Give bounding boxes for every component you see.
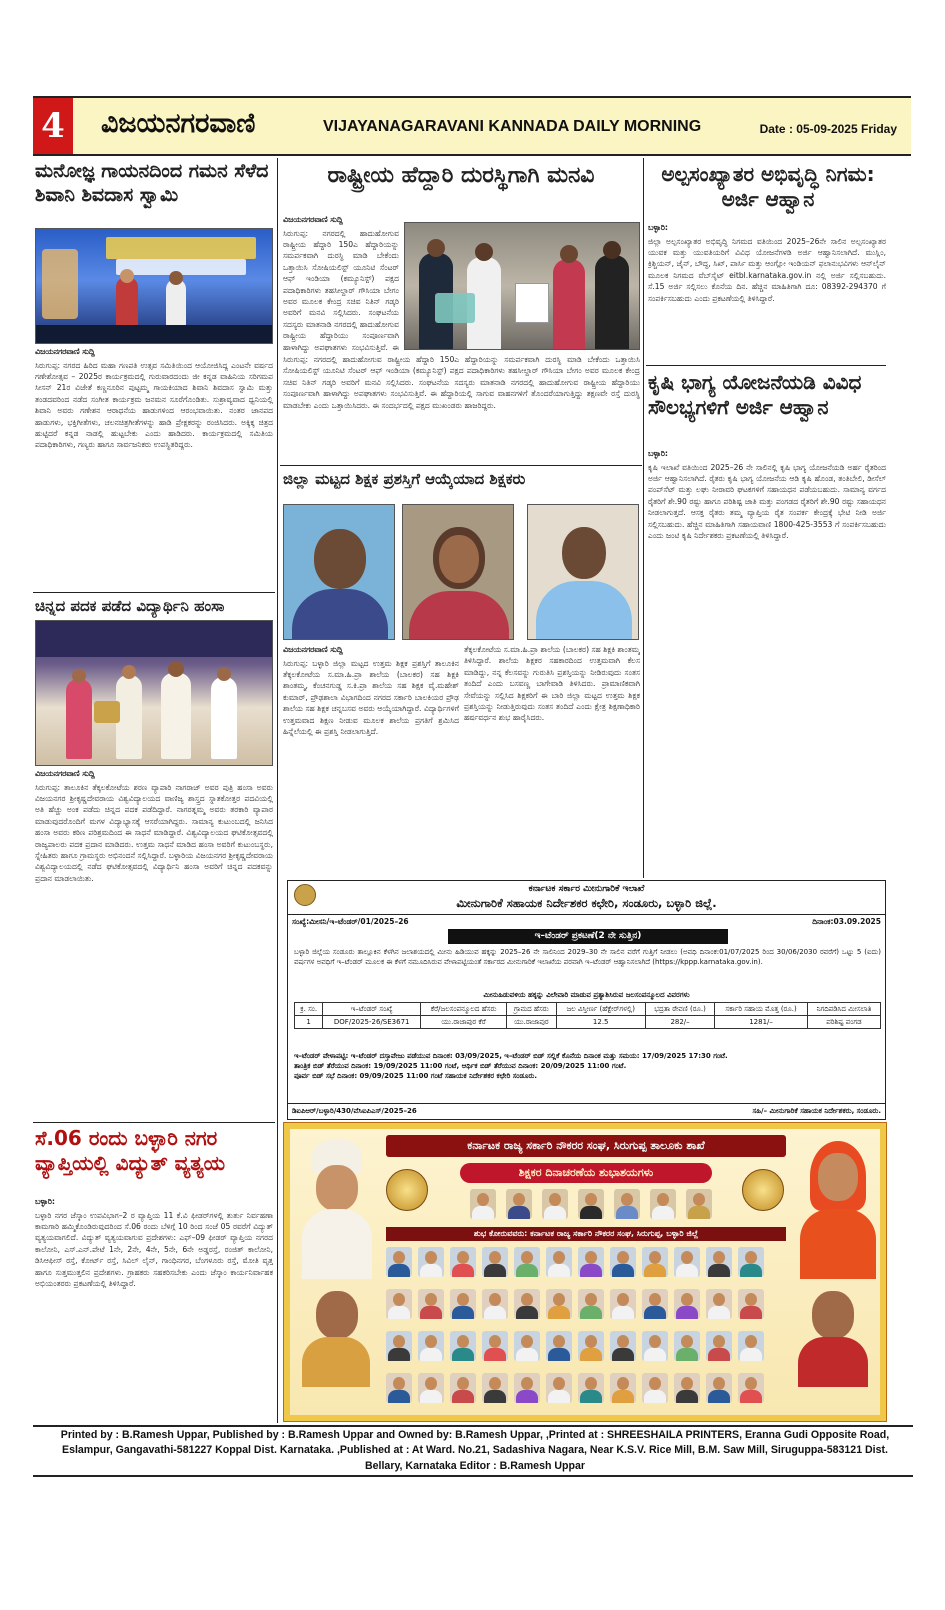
article-hedhari-text-continued: ಸಿರುಗುಪ್ಪ: ನಗರದಲ್ಲಿ ಹಾದುಹೋಗುವ ರಾಷ್ಟ್ರೀಯ ಹೆದ್ದಾರಿ 150ಎ ಹೆದ್ದಾರಿಯನ್ನು ಸಮರ್ಪಕವಾಗಿ ದುರಸ್ಥಿ ಮಾಡಿ ಬೇಕೆಂದು ಒತ್ತಾಯಿಸಿ ಸೋಷಿಯಲಿಸ್ಟ್ ಯೂನಿಟಿ ಸೆಂಟರ್ ಆಫ್ ಇಂಡಿಯಾ (ಕಮ್ಯೂನಿಸ್ಟ್) ಪಕ್ಷದ ಪದಾಧಿಕಾರಿಗಳು ತಹಸೀಲ್ದಾರ್ ಗೌಸಿಯಾ ಬೇಗಂ ಅವರ ಮೂಲಕ ಕೇಂದ್ರ ಸಚಿವ ನಿತಿನ್ ಗಡ್ಕರಿ ಅವರಿಗೆ ಮನವಿ ಸಲ್ಲಿಸಿದರು. ಸಂಘಟನೆಯ ಸದಸ್ಯರು ಮಾತನಾಡಿ ನಗರದಲ್ಲಿ ಹಾದುಹೋಗುವ ರಾಷ್ಟ್ರೀಯ ಹೆದ್ದಾರಿಯು ಸಂಪೂರ್ಣವಾಗಿ ಹಾಳಾಗಿದ್ದು ಅಪಘಾತಗಳು ಸಂಭವಿಸುತ್ತಿವೆ. ಈ ಹೆದ್ದಾರಿಯಲ್ಲಿ ಸಾಗುವ ವಾಹನಗಳಿಗೆ ತೊಂದರೆಯಾಗುತ್ತಿದ್ದು ತಕ್ಷಣವೇ ರಸ್ತೆ ದುರಸ್ಥಿ ಮಾಡಬೇಕು ಎಂದು ಒತ್ತಾಯಿಸಿದರು. ಈ ಸಂದರ್ಭದಲ್ಲಿ ಪಕ್ಷದ ಮುಖಂಡರು ಹಾಜರಿದ್ದರು. (283, 355, 640, 410)
banner-wishers: ಶುಭ ಕೋರುವವರು: ಕರ್ನಾಟಕ ರಾಜ್ಯ ಸರ್ಕಾರಿ ನೌಕರರ ಸಂಘ, ಸಿರುಗುಪ್ಪ, ಬಳ್ಳಾರಿ ಜಿಲ್ಲೆ (386, 1227, 786, 1241)
banner-inner (290, 1129, 880, 1415)
col-deposit: ಭದ್ರತಾ ಠೇವಣಿ (ರೂ.) (645, 1003, 714, 1016)
article-krishi-text: ಕೃಷಿ ಇಲಾಖೆ ವತಿಯಿಂದ 2025–26 ನೇ ಸಾಲಿನಲ್ಲಿ ಕೃಷಿ ಭಾಗ್ಯ ಯೋಜನೆಯಡಿ ಅರ್ಹ ರೈತರಿಂದ ಅರ್ಜಿ ಆಹ್ವಾನಿಸಲಾಗಿದೆ. ರೈತರು ಕೃಷಿ ಭಾಗ್ಯ ಯೋಜನೆಯ ಆಡಿ ಕೃಷಿ ಹೊಂಡ, ತಂತಿಬೇಲಿ, ಡೀಸೆಲ್ ಪಂಪ್‌ಸೆಟ್ ಮತ್ತು ಲಘು ನೀರಾವರಿ ಘಟಕಗಳಿಗೆ ಸಹಾಯಧನ ಪಡೆಯಬಹುದು. ಸಾಮಾನ್ಯ ವರ್ಗದ ರೈತರಿಗೆ ಶೇ.90 ರಷ್ಟು ಹಾಗೂ ಪರಿಶಿಷ್ಟ ಜಾತಿ ಮತ್ತು ಪಂಗಡದ ರೈತರಿಗೆ ಶೇ.90 ರಷ್ಟು ಸಹಾಯಧನ ನೀಡಲಾಗುತ್ತದೆ. ಆಸಕ್ತ ರೈತರು ತಮ್ಮ ವ್ಯಾಪ್ತಿಯ ರೈತ ಸಂಪರ್ಕ ಕೇಂದ್ರಕ್ಕೆ ಭೇಟಿ ನೀಡಿ ಅರ್ಜಿ ಸಲ್ಲಿಸಬಹುದು. ಹೆಚ್ಚಿನ ಮಾಹಿತಿಗಾಗಿ ಸಹಾಯವಾಣಿ 1800-425-3553 ಗೆ ಸಂಪರ್ಕಿಸಬಹುದು ಎಂದು ಜಂಟಿ ಕೃಷಿ ನಿರ್ದೇಶಕರು ಪ್ರಕಟಣೆಯಲ್ಲಿ ತಿಳಿಸಿದ್ದಾರೆ. (648, 462, 886, 541)
tender-footer-left: ಡಿಐಪಿಆರ್/ಬಳ್ಳಾರಿ/430/ವೆಸಿಐಪಿಎಸ್/2025–26 (292, 1107, 417, 1115)
footer-rule (33, 1425, 913, 1427)
col-village: ಗ್ರಾಮದ ಹೆಸರು (507, 1003, 556, 1016)
imprint-line-2: Eslampur, Gangavathi-581227 Koppal Dist. Karnataka. ,Published at : At Ward. No.21, Sadashiva Nagara, Near K.S.V. Rice Mill, B.M. Saw Mill, Siruguppa-583121 Dist. (62, 1444, 888, 1457)
teacher-photo-3 (527, 504, 639, 640)
article-gamana-text: ಸಿರುಗುಪ್ಪ: ನಗರದ ಹಿರಿದ ಮಹಾ ಗಣಪತಿ ಉತ್ಸವ ಸಮಿತಿಯಿಂದ ಆಯೋಜಿಸಿದ್ದ ಎಂಟನೇ ವರ್ಷದ ಗಣೇಶೋತ್ಸವ – 2025ರ ಕಾರ್ಯಕ್ರಮದಲ್ಲಿ ಗುರುವಾರದಂದು ಜೀ ಕನ್ನಡ ವಾಹಿನಿಯ ಸರಿಗಮಪ ಸೀಸನ್ 21ರ ವಿಜೇತೆ ಕಣ್ಣನೂರಿನ ಪುಟ್ಟಮ್ಮ ಗಾಯಕಿಯಾದ ಶಿವಾನಿ ಶಿವದಾಸ ಸ್ವಾಮಿ ಮತ್ತು ತಂಡದವರಿಂದ ನಡೆದ ಸಂಗೀತ ಕಾರ್ಯಕ್ರಮ ಜನಮನ ಸೂರೆಗೊಂಡಿತು. ಸುಶ್ರಾವ್ಯವಾದ ಧ್ವನಿಯಲ್ಲಿ ಶಿವಾನಿ ಅವರು ಗಣೇಶನ ಆರಾಧನೆಯ ಹಾಡುಗಳಿಂದ ಆರಂಭವಾಯಿತು. ನಂತರ ಜಾನಪದ ಹಾಡುಗಳು, ಭಕ್ತಿಗೀತೆಗಳು, ಚಲನಚಿತ್ರಗೀತೆಗಳನ್ನು ಹಾಡಿ ಪ್ರೇಕ್ಷಕರನ್ನು ರಂಜಿಸಿದರು. ಅಕ್ಕಿಕ್ಕ ಚಿತ್ರದ ಹುಟ್ಟಿದರೆ ಕನ್ನಡ ನಾಡಲ್ಲಿ ಹುಟ್ಟಬೇಕು ಎಂದು ಹಾಡಿದರು. ಕಾರ್ಯಕ್ರಮದಲ್ಲಿ ಸಮಿತಿಯ ಪದಾಧಿಕಾರಿಗಳು, ಗಣ್ಯರು ಹಾಗೂ ಸಾರ್ವಜನಿಕರು ಉಪಸ್ಥಿತರಿದ್ದರು. (35, 360, 273, 450)
tagline: KANNADA DAILY MORNING (488, 118, 702, 135)
portrait-right (798, 1139, 878, 1279)
section-divider (646, 365, 886, 366)
article-vidyut-headline: ಸೆ.06 ರಂದು ಬಳ್ಳಾರಿ ನಗರ ವ್ಯಾಪ್ತಿಯಲ್ಲಿ ವಿದ್ಯುತ್ ವ್ಯತ್ಯಯ (35, 1126, 226, 1175)
cell-reservation: ಪರಿಶಿಷ್ಟ ಪಂಗಡ (807, 1016, 880, 1029)
imprint-line-1: Printed by : B.Ramesh Uppar, Published by : B.Ramesh Uppar and Owned by: B.Ramesh Uppar, ,Printed at : SHREESHAILA PRINTERS, Eranna Gudi Opposite Road, (60, 1429, 890, 1441)
name-english-text: VIJAYANAGARAVANI (323, 118, 484, 135)
tender-schedule-2: ತಾಂತ್ರಿಕ ಬಿಡ್ ತೆರೆಯುವ ದಿನಾಂಕ: 19/09/2025 11:00 ಗಂಟೆ, ಆರ್ಥಿಕ ಬಿಡ್ ತೆರೆಯುವ ದಿನಾಂಕ: 20/09/2025 11:00 ಗಂಟೆ. (294, 1062, 627, 1071)
column-divider (643, 158, 644, 878)
cell-village: ಯು.ರಾಜಾಪುರ (507, 1016, 556, 1029)
col-reservation: ನಿಗದಿಪಡಿಸಿದ ಮೀಸಲಾತಿ (807, 1003, 880, 1016)
article-hamsa-headline: ಚಿನ್ನದ ಪದಕ ಪಡೆದ ವಿದ್ಯಾರ್ಥಿನಿ ಹಂಸಾ (35, 597, 225, 615)
cell-area: 12.5 (556, 1016, 645, 1029)
article-gamana-headline: ಮನೋಜ್ಞ ಗಾಯನದಿಂದ ಗಮನ ಸೆಳೆದ ಶಿವಾನಿ ಶಿವದಾಸ ಸ್ವಾಮಿ (35, 160, 269, 206)
column-divider (277, 878, 278, 1423)
tender-table (294, 1002, 881, 1029)
article-krishi-byline: ಬಳ್ಳಾರಿ: (648, 449, 668, 458)
article-shikshaka-text-left: ಸಿರುಗುಪ್ಪ: ಬಳ್ಳಾರಿ ಜಿಲ್ಲಾ ಮಟ್ಟದ ಉತ್ತಮ ಶಿಕ್ಷಕ ಪ್ರಶಸ್ತಿಗೆ ತಾಲೂಕಿನ ತೆಕ್ಕಲಕೋಟೆಯ ಸ.ಮಾ.ಹಿ.ಪ್ರಾ ಶಾಲೆಯ (ಬಾಲಕರ) ಸಹ ಶಿಕ್ಷಕಿ ಶಾಂತಮ್ಮ, ಕೆಂಚನಗುಡ್ಡ ಸ.ಕಿ.ಪ್ರಾ ಶಾಲೆಯ ಸಹ ಶಿಕ್ಷಕ ವೈ.ಮಹೇಶ್ ಕುಮಾರ್, ಪ್ರೌಢಶಾಲಾ ವಿಭಾಗದಿಂದ ನಗರದ ಸರ್ಕಾರಿ ಬಾಲಕಿಯರ ಪ್ರೌಢ ಶಾಲೆಯ ಸಹ ಶಿಕ್ಷಕ ಚನ್ನಬಸವ ಅವರು ಆಯ್ಕೆಯಾಗಿದ್ದಾರೆ. ವಿದ್ಯಾರ್ಥಿಗಳಿಗೆ ಉತ್ತಮವಾದ ಶಿಕ್ಷಣ ನೀಡುವ ಮೂಲಕ ಶಾಲೆಯ ಪ್ರಗತಿಗೆ ಶ್ರಮಿಸಿದ ಹಿನ್ನೆಲೆಯಲ್ಲಿ ಈ ಪ್ರಶಸ್ತಿ ನೀಡಲಾಗುತ್ತಿದೆ. (283, 658, 459, 737)
article-shikshaka-headline: ಜಿಲ್ಲಾ ಮಟ್ಟದ ಶಿಕ್ಷಕ ಪ್ರಶಸ್ತಿಗೆ ಆಯ್ಕೆಯಾದ ಶಿಕ್ಷಕರು (283, 470, 526, 488)
tender-table-caption: ಮೀನುಹಿಡುವಳಿಯ ಹಕ್ಕನ್ನು ವಿಲೇವಾರಿ ಮಾಡುವ ಪ್ರತ್ಯಾಶಿಸಿರುವ ಜಲಸಂಪನ್ಮೂಲದ ವಿವರಗಳು (483, 991, 690, 999)
article-hedhari-body-right (283, 354, 640, 462)
col-sl: ಕ್ರ. ಸಂ. (295, 1003, 323, 1016)
cell-amount: 1281/– (715, 1016, 808, 1029)
column-divider (277, 158, 278, 878)
col-amount: ಸರ್ಕಾರಿ ಸಹಾಯ ಮೊತ್ತ (ರೂ.) (715, 1003, 808, 1016)
article-hedhari-byline: ವಿಜಯನಗರವಾಣಿ ಸುದ್ದಿ (283, 215, 343, 224)
cell-tender-no: DOF/2025-26/SE3671 (323, 1016, 421, 1029)
tender-notice-title: ಇ–ಟೆಂಡರ್ ಪ್ರಕಟಣೆ(2 ನೇ ಸುತ್ತಿನ) (448, 929, 728, 944)
article-hedhari-text: ಸಿರುಗುಪ್ಪ: ನಗರದಲ್ಲಿ ಹಾದುಹೋಗುವ ರಾಷ್ಟ್ರೀಯ ಹೆದ್ದಾರಿ 150ಎ ಹೆದ್ದಾರಿಯನ್ನು ಸಮರ್ಪಕವಾಗಿ ದುರಸ್ಥಿ ಮಾಡಿ ಬೇಕೆಂದು ಒತ್ತಾಯಿಸಿ ಸೋಷಿಯಲಿಸ್ಟ್ ಯೂನಿಟಿ ಸೆಂಟರ್ ಆಫ್ ಇಂಡಿಯಾ (ಕಮ್ಯೂನಿಸ್ಟ್) ಪಕ್ಷದ ಪದಾಧಿಕಾರಿಗಳು ತಹಸೀಲ್ದಾರ್ ಗೌಸಿಯಾ ಬೇಗಂ ಅವರ ಮೂಲಕ ಕೇಂದ್ರ ಸಚಿವ ನಿತಿನ್ ಗಡ್ಕರಿ ಅವರಿಗೆ ಮನವಿ ಸಲ್ಲಿಸಿದರು. ಸಂಘಟನೆಯ ಸದಸ್ಯರು ಮಾತನಾಡಿ ನಗರದಲ್ಲಿ ಹಾದುಹೋಗುವ ರಾಷ್ಟ್ರೀಯ ಹೆದ್ದಾರಿಯು ಸಂಪೂರ್ಣವಾಗಿ ಹಾಳಾಗಿದ್ದು ಅಪಘಾತಗಳು ಸಂಭವಿಸುತ್ತಿವೆ. ಈ (283, 228, 399, 352)
tender-schedule (294, 1051, 881, 1081)
footer-rule-bottom (33, 1475, 913, 1477)
cell-lake: ಯು.ರಾಜಾಪುರ ಕೆರೆ (421, 1016, 507, 1029)
article-gamana-byline: ವಿಜಯನಗರವಾಣಿ ಸುದ್ದಿ (35, 347, 95, 356)
imprint-line-3: Bellary, Karnataka Editor : B.Ramesh Uppar (365, 1459, 585, 1472)
newspaper-name-kannada: ವಿಜಯನಗರವಾಣಿ (101, 108, 256, 139)
article-alpasankhyatara-byline: ಬಳ್ಳಾರಿ: (648, 223, 668, 232)
tender-gov-line: ಕರ್ನಾಟಕ ಸರ್ಕಾರ ಮೀನುಗಾರಿಕೆ ಇಲಾಖೆ (528, 884, 645, 894)
article-gamana-body (35, 346, 273, 590)
cell-deposit: 282/– (645, 1016, 714, 1029)
article-vidyut-byline: ಬಳ್ಳಾರಿ: (35, 1197, 55, 1206)
cell-sl: 1 (295, 1016, 323, 1029)
section-divider (280, 465, 642, 466)
article-krishi-headline: ಕೃಷಿ ಭಾಗ್ಯ ಯೋಜನೆಯಡಿ ವಿವಿಧ ಸೌಲಭ್ಯಗಳಿಗೆ ಅರ್ಜಿ ಆಹ್ವಾನ (648, 370, 862, 419)
tender-footer-right: ಸಹಿ/– ಮೀನುಗಾರಿಕೆ ಸಹಾಯಕ ನಿರ್ದೇಶಕರು, ಸಂಡೂರು. (752, 1107, 881, 1115)
teacher-photo-2 (402, 504, 514, 640)
tender-intro: ಬಳ್ಳಾರಿ ಜಿಲ್ಲೆಯ ಸಂಡೂರು ತಾಲ್ಲೂಕಿನ ಕೆಳಗಿನ ಜಲಾಶಯದಲ್ಲಿ ಮೀನು ಹಿಡಿಯುವ ಹಕ್ಕನ್ನು 2025–26 ನೇ ಸಾಲಿನಿಂದ 2029–30 ನೇ ಸಾಲಿನ ವರೆಗೆ ಗುತ್ತಿಗೆ ನೀಡಲು (ಅವಧಿ ದಿನಾಂಕ:01/07/2025 ರಿಂದ 30/06/2030 ರವರೆಗೆ) ಒಟ್ಟು 5 (ಐದು) ವರ್ಷಗಳ ಅವಧಿಗೆ ಇ–ಟೆಂಡರ್ ಮೂಲಕ ಈ ಕೆಳಗೆ ನಮೂದಿಸಿರುವ ವೇಳಾಪಟ್ಟಿಯಂತೆ ಸರ್ಕಾರದ ಮೀನುಗಾರಿಕೆ ಇಲಾಖೆಯ ಪರವಾಗಿ ಇ–ಟೆಂಡರ್ ಆಹ್ವಾನಿಸಲಾಗಿದೆ (https://kppp.karnataka.gov.in). (294, 948, 881, 967)
article-vidyut-body (35, 1196, 273, 1422)
article-alpasankhyatara-text: ಜಿಲ್ಲಾ ಅಲ್ಪಸಂಖ್ಯಾತರ ಅಭಿವೃದ್ಧಿ ನಿಗಮದ ವತಿಯಿಂದ 2025–26ನೇ ಸಾಲಿನ ಅಲ್ಪಸಂಖ್ಯಾತರ ಯುವಕ ಮತ್ತು ಯುವತಿಯರಿಗೆ ವಿವಿಧ ಯೋಜನೆಗಳಡಿ ಅರ್ಜಿ ಆಹ್ವಾನಿಸಲಾಗಿದೆ. ಮುಸ್ಲಿಂ, ಕ್ರಿಶ್ಚಿಯನ್, ಜೈನ್, ಬೌದ್ಧ, ಸಿಖ್, ಪಾರ್ಸಿ ಮತ್ತು ಆಂಗ್ಲೋ ಇಂಡಿಯನ್ ಫಲಾನುಭವಿಗಳು ಆನ್‌ಲೈನ್ ಮೂಲಕ ನಿಗಮದ ವೆಬ್‌ಸೈಟ್ eitbl.karnataka.gov.in ನಲ್ಲಿ ಅರ್ಜಿ ಸಲ್ಲಿಸಬಹುದು. ಸೆ.15 ಅರ್ಜಿ ಸಲ್ಲಿಸಲು ಕೊನೆಯ ದಿನ. ಹೆಚ್ಚಿನ ಮಾಹಿತಿಗಾಗಿ ದೂ: 08392-294370 ಗೆ ಸಂಪರ್ಕಿಸಬಹುದು ಎಂದು ಪ್ರಕಟಣೆಯಲ್ಲಿ ತಿಳಿಸಿದ್ದಾರೆ. (648, 236, 886, 303)
masthead (33, 96, 911, 156)
article-krishi-body (648, 448, 886, 874)
tender-schedule-3: ಪೂರ್ವ ಬಿಡ್ ಸಭೆ ದಿನಾಂಕ: 09/09/2025 11:00 ಗಂಟೆ ಸಹಾಯಕ ನಿರ್ದೇಶಕರ ಕಛೇರಿ ಸಂಡೂರು. (294, 1072, 538, 1081)
association-emblem-icon (742, 1169, 784, 1211)
imprint-line (35, 1428, 915, 1474)
tender-office-line: ಮೀನುಗಾರಿಕೆ ಸಹಾಯಕ ನಿರ್ದೇಶಕರ ಕಛೇರಿ, ಸಂಡೂರು, ಬಳ್ಳಾರಿ ಜಿಲ್ಲೆ. (456, 896, 717, 910)
col-lake: ಕೆರೆ/ಜಲಸಂಪನ್ಮೂಲದ ಹೆಸರು (421, 1003, 507, 1016)
portrait-left (298, 1139, 376, 1279)
article-shikshaka-byline: ವಿಜಯನಗರವಾಣಿ ಸುದ್ದಿ (283, 645, 343, 654)
article-vidyut-text: ಬಳ್ಳಾರಿ ನಗರ ಜೆಸ್ಕಾಂ ಉಪವಿಭಾಗ–2 ರ ವ್ಯಾಪ್ತಿಯ 11 ಕೆ.ವಿ ಫೀಡರ್‌ಗಳಲ್ಲಿ ತುರ್ತು ನಿರ್ವಹಣಾ ಕಾಮಗಾರಿ ಹಮ್ಮಿಕೊಂಡಿರುವುದರಿಂದ ಸೆ.06 ರಂದು ಬೆಳಿಗ್ಗೆ 10 ರಿಂದ ಸಂಜೆ 05 ರವರೆಗೆ ವಿದ್ಯುತ್ ವ್ಯತ್ಯಯವಾಗಲಿದೆ. ವಿದ್ಯುತ್ ವ್ಯತ್ಯಯವಾಗುವ ಪ್ರದೇಶಗಳು: ಎಫ್–09 ಫೀಡರ್ ವ್ಯಾಪ್ತಿಯ ನಗರದ ಕಾಲೋನಿ, ಎಸ್.ಎನ್.ಪೇಟೆ 1ನೇ, 2ನೇ, 4ನೇ, 5ನೇ, 6ನೇ ಅಡ್ಡರಸ್ತೆ, ರಂಜಿತ್ ಕಾಲೋನಿ, ಡಿಸಿಆಫೀಸ್ ರಸ್ತೆ, ಕೋರ್ಟ್ ರಸ್ತೆ, ಸಿವಿಲ್ ಲೈನ್, ಗಾಂಧಿನಗರ, ಬೆಂಗಳೂರು ರಸ್ತೆ, ಮೋತಿ ವೃತ್ತ ಹಾಗೂ ಸುತ್ತಮುತ್ತಲಿನ ಪ್ರದೇಶಗಳು. ಗ್ರಾಹಕರು ಸಹಕರಿಸಬೇಕು ಎಂದು ಜೆಸ್ಕಾಂ ಕಾರ್ಯನಿರ್ವಾಹಕ ಅಭಿಯಂತರರು ಪ್ರಕಟಣೆಯಲ್ಲಿ ತಿಳಿಸಿದ್ದಾರೆ. (35, 1210, 273, 1289)
issue-date: Date : 05-09-2025 Friday (759, 122, 897, 136)
article-shikshaka-body-left (283, 644, 459, 874)
portrait-bottom-right (796, 1287, 870, 1387)
tender-schedule-1: ಇ–ಟೆಂಡರ್ ವೇಳಾಪಟ್ಟಿ: ಇ–ಟೆಂಡರ್ ದಸ್ತಾವೇಜು ಪಡೆಯುವ ದಿನಾಂಕ: 03/09/2025, ಇ–ಟೆಂಡರ್ ಬಿಡ್ ಸಲ್ಲಿಕೆ ಕೊನೆಯ ದಿನಾಂಕ ಮತ್ತು ಸಮಯ: 17/09/2025 17:30 ಗಂಟೆ. (294, 1052, 728, 1060)
newspaper-name-english (323, 118, 701, 136)
tender-notice (287, 880, 886, 1120)
banner-title: ಕರ್ನಾಟಕ ರಾಜ್ಯ ಸರ್ಕಾರಿ ನೌಕರರ ಸಂಘ, ಸಿರುಗುಪ್ಪ ತಾಲೂಕು ಶಾಖೆ (386, 1135, 786, 1157)
article-shikshaka-text-right: ತೆಕ್ಕಲಕೋಟೆಯ ಸ.ಮಾ.ಹಿ.ಪ್ರಾ ಶಾಲೆಯ (ಬಾಲಕರ) ಸಹ ಶಿಕ್ಷಕಿ ಶಾಂತಮ್ಮ ತಿಳಿಸಿದ್ದಾರೆ. ಶಾಲೆಯ ಶಿಕ್ಷಕರ ಸಹಕಾರದಿಂದ ಉತ್ತಮವಾಗಿ ಕೆಲಸ ಮಾಡಿದ್ದು, ನನ್ನ ಕೆಲಸವನ್ನು ಗುರುತಿಸಿ ಪ್ರಶಸ್ತಿಯನ್ನು ನೀಡಿರುವುದು ಸಂತಸ ತಂದಿದೆ ಎಂದು ಬಸವಣ್ಣ ಬಾಗೇವಾಡಿ ತಿಳಿಸಿದರು. ಪ್ರಾಮಾಣಿಕವಾಗಿ ಸೇವೆಯನ್ನು ಸಲ್ಲಿಸಿದ ಶಿಕ್ಷಕರಿಗೆ ಈ ಬಾರಿ ಜಿಲ್ಲಾ ಮಟ್ಟದ ಉತ್ತಮ ಶಿಕ್ಷಕ ಪ್ರಶಸ್ತಿಯನ್ನು ನೀಡುತ್ತಿರುವುದು ಸಂತಸ ತಂದಿದೆ ಎಂದು ಕ್ಷೇತ್ರ ಶಿಕ್ಷಣಾಧಿಕಾರಿ ಹರ್ಷವರ್ಧನ ಶುಭ ಹಾರೈಸಿದರು. (464, 645, 640, 723)
page-number: 4 (33, 98, 73, 154)
section-divider (33, 592, 275, 593)
col-area: ಜಲ ವಿಸ್ತೀರ್ಣ (ಹೆಕ್ಟೇರ್‌ಗಳಲ್ಲಿ) (556, 1003, 645, 1016)
col-tender-no: ಇ–ಟೆಂಡರ್ ಸಂಖ್ಯೆ (323, 1003, 421, 1016)
tender-ref-no: ಸಂಖ್ಯೆ:ಮೀಸನಿ/ಇ–ಟೆಂಡರ್/01/2025–26 (292, 917, 409, 926)
teacher-photo-1 (283, 504, 395, 640)
tender-table-header (295, 1003, 881, 1016)
member-photo-grid (386, 1247, 786, 1415)
article-hedhari-photo (404, 222, 640, 350)
article-hamsa-body (35, 768, 273, 1120)
article-gamana-photo (35, 228, 273, 344)
teachers-day-banner (283, 1122, 887, 1422)
portrait-bottom-left (300, 1287, 372, 1387)
association-emblem-icon (386, 1169, 428, 1211)
article-alpasankhyatara-headline: ಅಲ್ಪಸಂಖ್ಯಾತರ ಅಭಿವೃದ್ಧಿ ನಿಗಮ: ಅರ್ಜಿ ಆಹ್ವಾನ (661, 162, 875, 211)
article-alpasankhyatara-body (648, 222, 886, 362)
table-row (295, 1016, 881, 1029)
article-hamsa-photo (35, 620, 273, 766)
article-shikshaka-body-right (464, 644, 640, 874)
article-hamsa-byline: ವಿಜಯನಗರವಾಣಿ ಸುದ್ದಿ (35, 769, 95, 778)
article-hedhari-headline: ರಾಷ್ಟ್ರೀಯ ಹೆದ್ದಾರಿ ದುರಸ್ಥಿಗಾಗಿ ಮನವಿ (327, 163, 595, 188)
tender-ref-date: ದಿನಾಂಕ:03.09.2025 (812, 917, 881, 926)
section-divider (33, 1122, 275, 1123)
banner-ribbon: ಶಿಕ್ಷಕರ ದಿನಾಚರಣೆಯ ಶುಭಾಶಯಗಳು (460, 1163, 712, 1183)
article-hedhari-body-left (283, 214, 399, 354)
article-hamsa-text: ಸಿರುಗುಪ್ಪ: ತಾಲೂಕಿನ ತೆಕ್ಕಲಕೋಟೆಯ ಶರಣ ವ್ಯಾಪಾರಿ ನಾಗರಾಜ್ ಅವರ ಪುತ್ರಿ ಹಂಸಾ ಅವರು ವಿಜಯನಗರ ಶ್ರೀಕೃಷ್ಣದೇವರಾಯ ವಿಶ್ವವಿದ್ಯಾಲಯದ ವಾಣಿಜ್ಯ ಶಾಸ್ತ್ರದ ಸ್ನಾತಕೋತ್ತರ ಪದವಿಯಲ್ಲಿ ಅತಿ ಹೆಚ್ಚು ಅಂಕ ಪಡೆದು ಚಿನ್ನದ ಪದಕ ಪಡೆದಿದ್ದಾರೆ. ನಾಗರತ್ನಮ್ಮ ಅವರು ತರಕಾರಿ ವ್ಯಾಪಾರ ಮಾಡುವುದರೊಂದಿಗೆ ಮಗಳ ವಿದ್ಯಾಭ್ಯಾಸಕ್ಕೆ ಆಸರೆಯಾಗಿದ್ದರು. ಸಾಮಾನ್ಯ ಕುಟುಂಬದಲ್ಲಿ ಜನಿಸಿದ ಹಂಸಾ ಅವರು ಕಠಿಣ ಪರಿಶ್ರಮದಿಂದ ಈ ಸಾಧನೆ ಮಾಡಿದ್ದಾರೆ. ವಿಶ್ವವಿದ್ಯಾಲಯದ ಘಟಿಕೋತ್ಸವದಲ್ಲಿ ರಾಜ್ಯಪಾಲರು ಪದಕ ಪ್ರದಾನ ಮಾಡಿದರು. ಉತ್ತಮ ಸಾಧನೆ ಮಾಡಿದ ಹಂಸಾ ಅವರಿಗೆ ಕುಟುಂಬಸ್ಥರು, ಸ್ನೇಹಿತರು ಹಾಗೂ ಗ್ರಾಮಸ್ಥರು ಅಭಿನಂದನೆ ಸಲ್ಲಿಸಿದ್ದಾರೆ. ಬಳ್ಳಾರಿಯ ವಿಜಯನಗರ ಶ್ರೀಕೃಷ್ಣದೇವರಾಯ ವಿಶ್ವವಿದ್ಯಾಲಯದಲ್ಲಿ ನಡೆದ ಘಟಿಕೋತ್ಸವದಲ್ಲಿ ವಿದ್ಯಾರ್ಥಿನಿ ಹಂಸಾ ಅವರಿಗೆ ಚಿನ್ನದ ಪದಕವನ್ನು ಪ್ರದಾನ ಮಾಡಲಾಯಿತು. (35, 782, 273, 883)
